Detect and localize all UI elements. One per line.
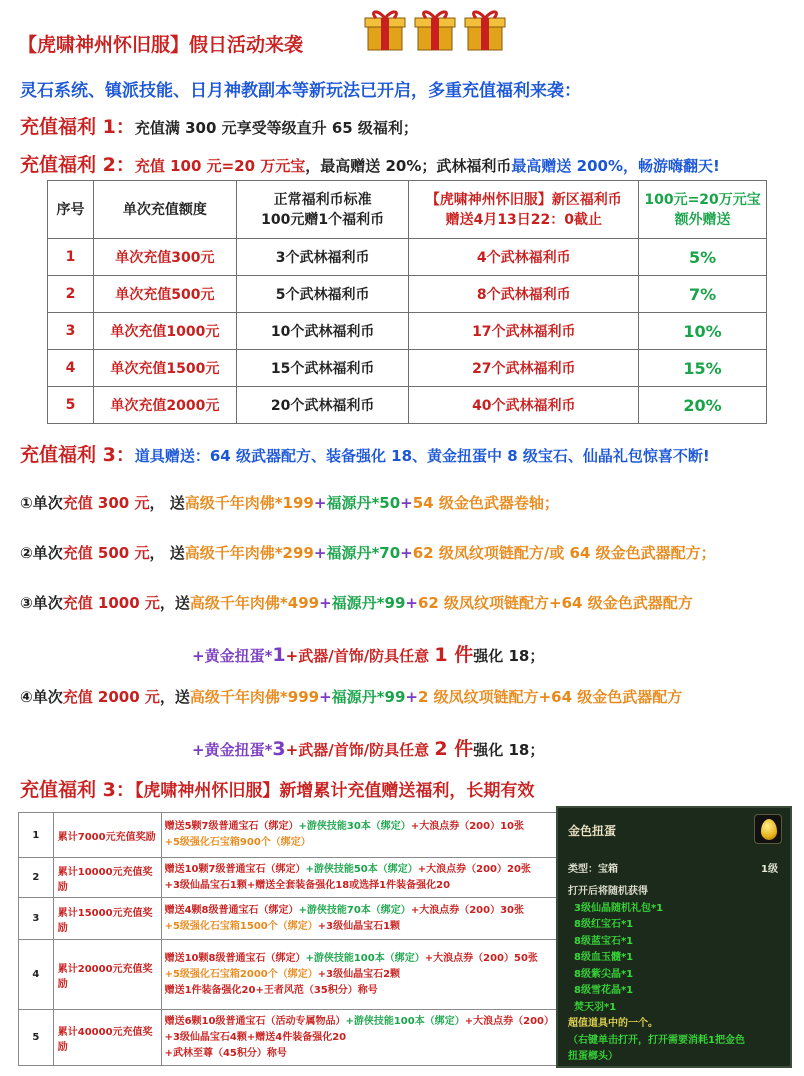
tooltip-level: 1级	[761, 864, 778, 875]
benefit-4	[20, 775, 534, 802]
reward-text: +游侠技能50本（绑定）	[305, 863, 418, 875]
reward-text: +武林至尊（45积分）称号	[164, 1047, 287, 1059]
gift-line-2000: ④单次充值 2000 元，送高级千年肉佛*999+福源丹*99+2 级凤纹项链配方+64 级金色武器配方	[20, 688, 683, 706]
benefit-2-part-1: 充值 100 元=20 万元宝	[134, 157, 306, 175]
reward-cell	[161, 813, 557, 858]
reward-line	[165, 951, 554, 967]
tooltip-line: 超值道具中的一个。	[568, 1018, 658, 1029]
benefit-3	[20, 440, 710, 467]
reward-line	[165, 835, 554, 851]
reward-line	[165, 862, 554, 878]
benefit-4-label: 充值福利 3：	[20, 779, 135, 801]
gift-box-icon	[462, 6, 508, 52]
reward-line	[165, 983, 554, 999]
tooltip-body	[568, 884, 745, 1066]
reward-text: 赠送1件装备强化20+王者风范（35积分）称号	[164, 984, 378, 996]
reward-line	[165, 1014, 554, 1030]
cumulative-recharge-table	[18, 812, 558, 1066]
reward-text: 赠送10颗7级普通宝石（绑定）	[164, 863, 306, 875]
reward-text: +游侠技能30本（绑定）	[298, 821, 411, 832]
table-row: 3 累计15000元充值奖励 赠送4颗8级普通宝石（绑定）+游侠技能70本（绑定）+大浪点券（200）30张 +5级强化石宝箱1500个（绑定）+3级仙晶宝石1颗	[19, 898, 558, 940]
header-new-server: 【虎啸神州怀旧服】新区福利币 赠送4月13日22：0截止	[409, 181, 639, 239]
reward-cell	[161, 940, 557, 1010]
tooltip-line: 8级红宝石*1	[574, 919, 634, 930]
gift-line-1000: ③单次充值 1000 元，送高级千年肉佛*499+福源丹*99+62 级凤纹项链配方+64 级金色武器配方	[20, 594, 693, 612]
reward-text: +大浪点券（200）50张	[424, 952, 538, 964]
table-row: 1 累计7000元充值奖励 赠送5颗7级普通宝石（绑定）+游侠技能30本（绑定）+大浪点券（200）10张 +5级强化石宝箱900个（绑定）	[19, 813, 558, 858]
table-row: 1 单次充值300元 3个武林福利币 4个武林福利币 5%	[48, 239, 767, 276]
reward-text: +大浪点券（200）10张	[410, 821, 524, 832]
header-amount: 单次充值额度	[93, 181, 236, 239]
benefit-1	[20, 112, 418, 139]
reward-text: +游侠技能70本（绑定）	[298, 904, 411, 916]
reward-line	[165, 919, 554, 935]
gift-line-500: ②单次充值 500 元， 送高级千年肉佛*299+福源丹*70+62 级凤纹项链配方/或 64 级金色武器配方；	[20, 544, 716, 562]
benefit-2-part-2: ，最高赠送 20%；武林福利币	[305, 157, 512, 175]
gift-line-2000-cont: +黄金扭蛋*3+武器/首饰/防具任意 2 件强化 18；	[192, 738, 545, 760]
reward-line	[165, 903, 554, 919]
gift-line-300: ①单次充值 300 元， 送高级千年肉佛*199+福源丹*50+54 级金色武器卷轴；	[20, 494, 559, 512]
gift-box-icon	[362, 6, 408, 52]
welfare-coin-table	[47, 180, 767, 424]
table-row: 3 单次充值1000元 10个武林福利币 17个武林福利币 10%	[48, 313, 767, 350]
benefit-2-part-3: 最高赠送 200%，畅游嗨翻天!	[511, 157, 720, 175]
table-row: 2 累计10000元充值奖励 赠送10颗7级普通宝石（绑定）+游侠技能50本（绑定）+大浪点券（200）20张 +3级仙晶宝石1颗+赠送全套装备强化18或选择1件装备强化20	[19, 858, 558, 898]
benefit-3-text: 道具赠送：64 级武器配方、装备强化 18、黄金扭蛋中 8 级宝石、仙晶礼包惊喜不断!	[134, 447, 710, 465]
tooltip-line: 扭蛋榔头）	[568, 1051, 618, 1062]
benefit-1-label: 充值福利 1：	[20, 116, 135, 138]
reward-line	[165, 1046, 554, 1062]
table-row: 2 单次充值500元 5个武林福利币 8个武林福利币 7%	[48, 276, 767, 313]
tooltip-type: 类型：宝箱	[568, 864, 618, 875]
reward-line	[165, 819, 554, 835]
reward-cell	[161, 898, 557, 940]
tooltip-line: 8级雪花晶*1	[574, 985, 634, 996]
header-extra: 100元=20万元宝 额外赠送	[639, 181, 767, 239]
table-row: 4 累计20000元充值奖励 赠送10颗8级普通宝石（绑定）+游侠技能100本（绑定）+大浪点券（200）50张 +5级强化石宝箱2000个（绑定）+3级仙晶宝石2颗 赠送1件装备强化20+王者风范（35积分）称号	[19, 940, 558, 1010]
reward-text: +3级仙晶宝石1颗+赠送全套装备强化18或选择1件装备强化20	[164, 879, 451, 891]
table-row: 5 单次充值2000元 20个武林福利币 40个武林福利币 20%	[48, 387, 767, 424]
golden-egg-icon	[754, 814, 782, 844]
page-title: 【虎啸神州怀旧服】假日活动来袭	[18, 34, 304, 56]
reward-text: +3级仙晶宝石4颗+赠送4件装备强化20	[164, 1031, 347, 1043]
item-tooltip	[556, 806, 792, 1068]
reward-text: 赠送10颗8级普通宝石（绑定）	[164, 952, 306, 964]
reward-text: 赠送5颗7级普通宝石（绑定）	[164, 821, 299, 832]
reward-text: +游侠技能100本（绑定）	[345, 1015, 465, 1027]
table-header-row	[48, 181, 767, 239]
benefit-2-label: 充值福利 2：	[20, 154, 135, 176]
reward-text: +大浪点券（200）30张	[410, 904, 524, 916]
reward-line	[165, 1030, 554, 1046]
reward-line	[165, 967, 554, 983]
reward-line	[165, 878, 554, 894]
intro-text: 灵石系统、镇派技能、日月神教副本等新玩法已开启，多重充值福利来袭：	[20, 81, 581, 101]
tooltip-line: 8级紫尖晶*1	[574, 968, 634, 980]
reward-text: +大浪点券（200）	[464, 1015, 554, 1027]
tooltip-line: 焚天羽*1	[574, 1001, 617, 1013]
gift-box-icon	[412, 6, 458, 52]
gift-line-1000-cont: +黄金扭蛋*1+武器/首饰/防具任意 1 件强化 18；	[192, 644, 545, 666]
tooltip-line: 8级血玉髓*1	[574, 952, 634, 963]
reward-text: +3级仙晶宝石2颗	[317, 968, 401, 980]
reward-cell	[161, 1010, 557, 1066]
tooltip-title: 金色扭蛋	[568, 824, 617, 838]
header-index: 序号	[48, 181, 94, 239]
tooltip-line: 8级蓝宝石*1	[574, 935, 634, 947]
reward-text: +3级仙晶宝石1颗	[317, 920, 401, 932]
reward-text: +5级强化石宝箱2000个（绑定）	[164, 968, 318, 980]
tooltip-line: （右键单击打开，打开需要消耗1把金色	[568, 1034, 745, 1046]
benefit-1-text: 充值满 300 元享受等级直升 65 级福利；	[134, 119, 418, 137]
tooltip-line: 3级仙晶随机礼包*1	[574, 902, 664, 914]
reward-cell	[161, 858, 557, 898]
reward-text: +大浪点券（200）20张	[417, 863, 531, 875]
table-row: 5 累计40000元充值奖励 赠送6颗10级普通宝石（活动专属物品）+游侠技能100本（绑定）+大浪点券（200） +3级仙晶宝石4颗+赠送4件装备强化20 +武林至尊（45积分）称号	[19, 1010, 558, 1066]
benefit-2	[20, 150, 720, 177]
reward-text: +5级强化石宝箱1500个（绑定）	[164, 920, 318, 932]
benefit-3-label: 充值福利 3：	[20, 444, 135, 466]
reward-text: +5级强化石宝箱900个（绑定）	[164, 837, 311, 848]
reward-text: 赠送4颗8级普通宝石（绑定）	[164, 904, 299, 916]
table-row: 4 单次充值1500元 15个武林福利币 27个武林福利币 15%	[48, 350, 767, 387]
header-normal: 正常福利币标准 100元赠1个福利币	[236, 181, 409, 239]
reward-text: +游侠技能100本（绑定）	[305, 952, 425, 964]
reward-text: 赠送6颗10级普通宝石（活动专属物品）	[164, 1015, 346, 1027]
tooltip-line: 打开后将随机获得	[568, 886, 648, 897]
benefit-4-text: 【虎啸神州怀旧服】新增累计充值赠送福利，长期有效	[134, 781, 535, 801]
